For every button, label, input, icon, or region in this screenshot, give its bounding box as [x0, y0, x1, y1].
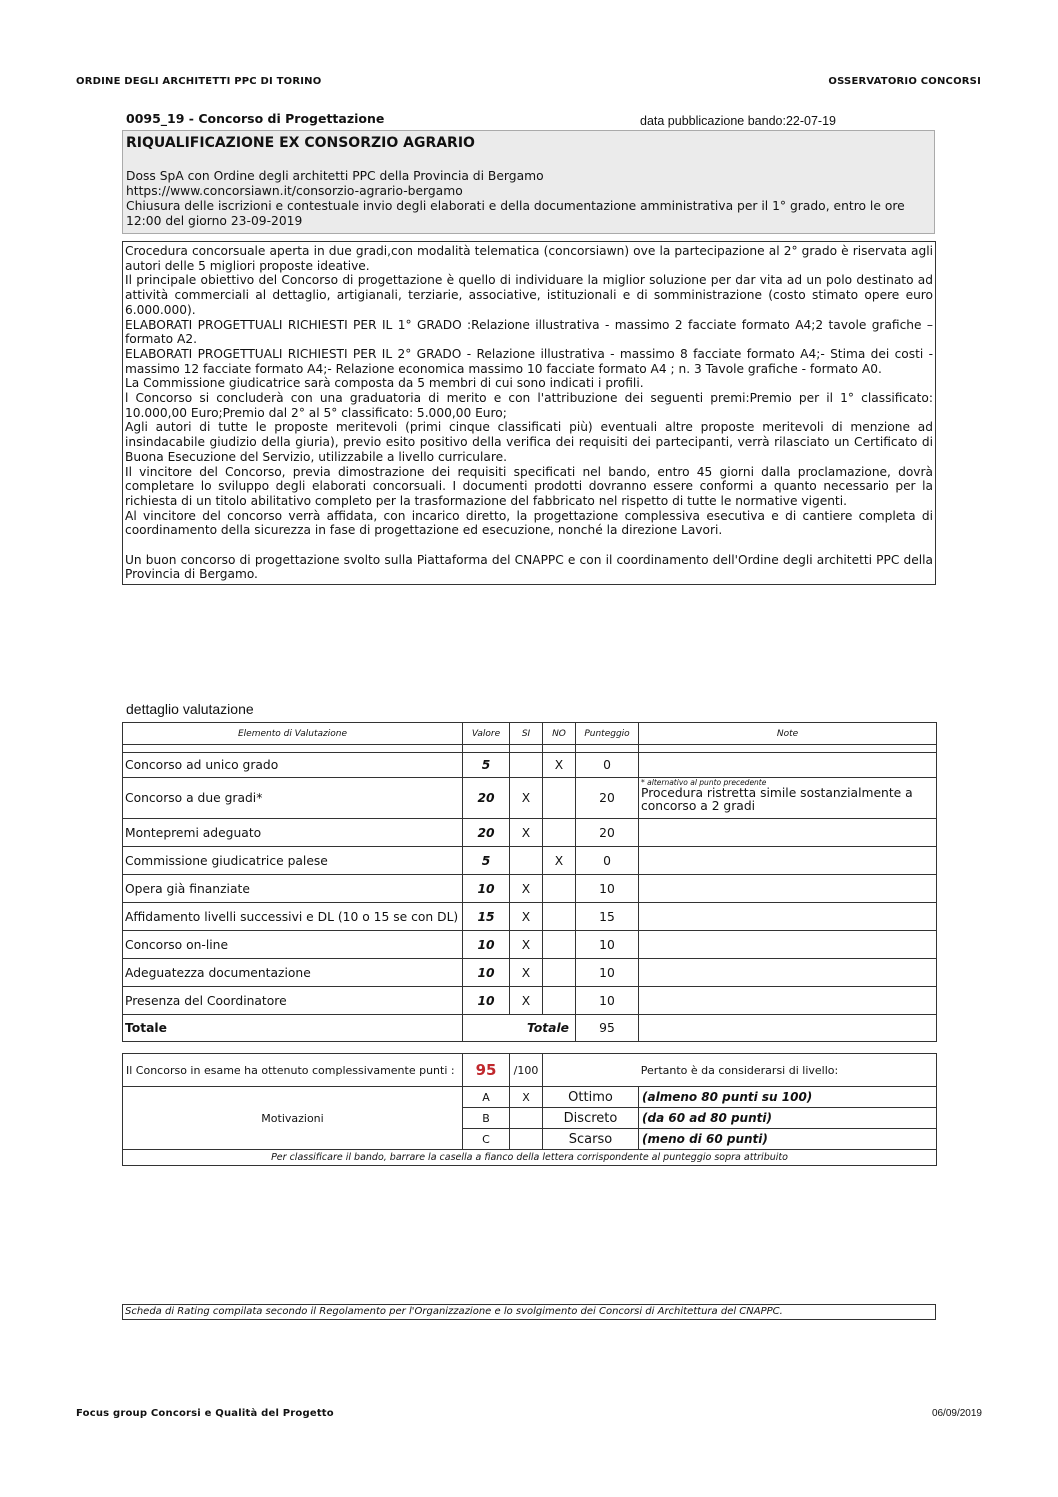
competition-code: 0095_19 - Concorso di Progettazione	[126, 111, 385, 126]
evaluation-value: 10	[463, 959, 510, 987]
table-row	[123, 987, 937, 1015]
summary-level-text: Pertanto è da considerarsi di livello:	[543, 1054, 937, 1087]
website-link[interactable]: https://www.concorsiawn.it/consorzio-agrario-bergamo	[126, 184, 463, 198]
total-row	[123, 1015, 937, 1042]
evaluation-si-mark[interactable]: X	[510, 931, 543, 959]
header-value: Valore	[463, 723, 510, 745]
evaluation-no-mark[interactable]: X	[543, 847, 576, 875]
instruction-row	[123, 1150, 937, 1166]
level-range: (da 60 ad 80 punti)	[639, 1108, 937, 1129]
header-notes: Note	[639, 723, 937, 745]
evaluation-score: 0	[576, 753, 639, 778]
spacer-row	[123, 745, 937, 753]
table-row	[123, 875, 937, 903]
evaluation-note	[639, 875, 937, 903]
description-paragraph: Un buon concorso di progettazione svolto sulla Piattaforma del CNAPPC e con il coordinamento dell'Ordine degli architetti PPC della Provincia di Bergamo.	[125, 552, 933, 582]
instruction-text: Per classificare il bando, barrare la casella a fianco della lettera corrispondente al punteggio sopra attribuito	[123, 1150, 937, 1166]
evaluation-element-name: Concorso ad unico grado	[123, 753, 463, 778]
evaluation-note	[639, 903, 937, 931]
evaluation-note	[639, 847, 937, 875]
deadline-line: Chiusura delle iscrizioni e contestuale invio degli elaborati e della documentazione amministrativa per il 1° grado, entro le ore	[126, 199, 905, 213]
table-row	[123, 778, 937, 819]
evaluation-note	[639, 987, 937, 1015]
evaluation-si-mark[interactable]	[510, 753, 543, 778]
evaluation-value: 5	[463, 753, 510, 778]
evaluation-no-mark[interactable]: X	[543, 753, 576, 778]
evaluation-element-name: Presenza del Coordinatore	[123, 987, 463, 1015]
level-letter: A	[463, 1087, 510, 1108]
table-row	[123, 931, 937, 959]
evaluation-si-mark[interactable]: X	[510, 778, 543, 819]
evaluation-element-name: Opera già finanziate	[123, 875, 463, 903]
description-paragraph: Il principale obiettivo del Concorso di progettazione è quello di individuare la miglior soluzione per dar vita ad un polo destinato ad attività commerciali al dettaglio, artigianali, terziarie, associative, istituzionali e di somministrazione (costo stimato opere euro 6.000.000).	[125, 273, 933, 317]
evaluation-value: 20	[463, 819, 510, 847]
evaluation-score: 10	[576, 987, 639, 1015]
footer-date: 06/09/2019	[931, 1408, 982, 1419]
header-observatory: OSSERVATORIO CONCORSI	[828, 76, 981, 87]
evaluation-score: 10	[576, 875, 639, 903]
description-paragraph: ELABORATI PROGETTUALI RICHIESTI PER IL 2° GRADO - Relazione illustrativa - massimo 8 facciate formato A4;- Stima dei costi - massimo 12 facciate formato A4;- Relazione economica massimo 10 facciate formato A4 ; n. 3 Tavole grafiche - formato A0.	[125, 346, 933, 376]
evaluation-no-mark[interactable]	[543, 819, 576, 847]
summary-row	[123, 1054, 937, 1087]
evaluation-score: 20	[576, 819, 639, 847]
motivazioni-label: Motivazioni	[123, 1087, 463, 1150]
evaluation-value: 10	[463, 987, 510, 1015]
evaluation-si-mark[interactable]: X	[510, 959, 543, 987]
evaluation-value: 5	[463, 847, 510, 875]
level-label: Scarso	[543, 1129, 639, 1150]
level-checkbox[interactable]	[510, 1129, 543, 1150]
evaluation-no-mark[interactable]	[543, 875, 576, 903]
table-row	[123, 753, 937, 778]
description-paragraph: Al vincitore del concorso verrà affidata, con incarico diretto, la progettazione complessiva esecutiva e di cantiere completa di coordinamento della sicurezza in fase di progettazione ed esecuzione, nonché la direzione Lavori.	[125, 508, 933, 538]
evaluation-no-mark[interactable]	[543, 778, 576, 819]
evaluation-no-mark[interactable]	[543, 959, 576, 987]
evaluation-score: 0	[576, 847, 639, 875]
level-label: Ottimo	[543, 1087, 639, 1108]
evaluation-element-name: Commissione giudicatrice palese	[123, 847, 463, 875]
evaluation-value: 20	[463, 778, 510, 819]
level-checkbox[interactable]	[510, 1108, 543, 1129]
level-label: Discreto	[543, 1108, 639, 1129]
evaluation-note	[639, 959, 937, 987]
evaluation-si-mark[interactable]: X	[510, 819, 543, 847]
competition-info-box	[122, 130, 935, 234]
publication-date: data pubblicazione bando:22-07-19	[640, 114, 836, 128]
table-row	[123, 819, 937, 847]
evaluation-value: 10	[463, 931, 510, 959]
level-row-a	[123, 1087, 937, 1108]
evaluation-value: 15	[463, 903, 510, 931]
description-box	[122, 241, 936, 585]
total-label: Totale	[123, 1015, 463, 1042]
evaluation-element-name: Adeguatezza documentazione	[123, 959, 463, 987]
header-organization: ORDINE DEGLI ARCHITETTI PPC DI TORINO	[76, 76, 322, 87]
evaluation-si-mark[interactable]: X	[510, 903, 543, 931]
table-row	[123, 847, 937, 875]
evaluation-header-row	[123, 723, 937, 745]
description-paragraph: Crocedura concorsuale aperta in due gradi,con modalità telematica (concorsiawn) ove la partecipazione al 2° grado è riservata agli autori delle 5 migliori proposte ideative.	[125, 244, 933, 273]
table-row	[123, 903, 937, 931]
competition-details	[126, 169, 926, 229]
summary-text: Il Concorso in esame ha ottenuto complessivamente punti :	[123, 1054, 463, 1087]
deadline-time-line: 12:00 del giorno 23-09-2019	[126, 214, 303, 228]
header-score: Punteggio	[576, 723, 639, 745]
level-letter: B	[463, 1108, 510, 1129]
evaluation-si-mark[interactable]	[510, 847, 543, 875]
total-label-italic: Totale	[463, 1015, 576, 1042]
evaluation-no-mark[interactable]	[543, 931, 576, 959]
evaluation-score: 10	[576, 931, 639, 959]
evaluation-note	[639, 753, 937, 778]
header-si: SI	[510, 723, 543, 745]
evaluation-element-name: Concorso on-line	[123, 931, 463, 959]
evaluation-element-name: Affidamento livelli successivi e DL (10 o 15 se con DL)	[123, 903, 463, 931]
level-checkbox[interactable]: X	[510, 1087, 543, 1108]
evaluation-note	[639, 819, 937, 847]
summary-out-of: /100	[510, 1054, 543, 1087]
evaluation-element-name: Concorso a due gradi*	[123, 778, 463, 819]
evaluation-no-mark[interactable]	[543, 987, 576, 1015]
evaluation-note	[639, 931, 937, 959]
header-no: NO	[543, 723, 576, 745]
organizer-line: Doss SpA con Ordine degli architetti PPC della Provincia di Bergamo	[126, 169, 544, 183]
evaluation-note	[639, 778, 937, 819]
evaluation-si-mark[interactable]: X	[510, 987, 543, 1015]
level-range: (meno di 60 punti)	[639, 1129, 937, 1150]
footer-focus-group: Focus group Concorsi e Qualità del Progetto	[76, 1408, 334, 1419]
description-paragraph: ELABORATI PROGETTUALI RICHIESTI PER IL 1° GRADO :Relazione illustrativa - massimo 2 facciate formato A4;2 tavole grafiche – formato A2.	[125, 317, 933, 347]
evaluation-value: 10	[463, 875, 510, 903]
evaluation-no-mark[interactable]	[543, 903, 576, 931]
description-paragraph: Il vincitore del Concorso, previa dimostrazione dei requisiti specificati nel bando, entro 45 giorni dalla proclamazione, dovrà completare lo sviluppo degli elaborati concorsuali. I documenti prodotti dovranno essere conformi a quanto necessario per la richiesta di un titolo abilitativo completo per la trasformazione del fabbricato nel rispetto di tutte le normative vigenti.	[125, 464, 933, 508]
score-summary-table	[122, 1053, 937, 1166]
evaluation-score: 20	[576, 778, 639, 819]
evaluation-table	[122, 722, 937, 1042]
description-paragraph: Agli autori di tutte le proposte meritevoli (primi cinque classificati più) eventuali altre proposte meritevoli di menzione ad insindacabile giudizio della giuria), previo esito positivo della verifica dei requisiti dei partecipanti, verrà rilasciato un Certificato di Buona Esecuzione del Servizio, utilizzabile a livello curriculare.	[125, 420, 933, 464]
evaluation-score: 15	[576, 903, 639, 931]
note-text: Procedura ristretta simile sostanzialmente a concorso a 2 gradi	[641, 786, 913, 813]
level-range: (almeno 80 punti su 100)	[639, 1087, 937, 1108]
evaluation-si-mark[interactable]: X	[510, 875, 543, 903]
note-caption: * alternativo al punto precedente	[641, 778, 767, 787]
evaluation-section-title: dettaglio valutazione	[126, 701, 254, 717]
level-letter: C	[463, 1129, 510, 1150]
evaluation-element-name: Montepremi adeguato	[123, 819, 463, 847]
summary-points: 95	[463, 1054, 510, 1087]
description-paragraph: La Commissione giudicatrice sarà composta da 5 membri di cui sono indicati i profili.	[125, 376, 644, 391]
rating-footnote: Scheda di Rating compilata secondo il Regolamento per l'Organizzazione e lo svolgimento dei Concorsi di Architettura del CNAPPC.	[122, 1304, 936, 1320]
evaluation-score: 10	[576, 959, 639, 987]
competition-title: RIQUALIFICAZIONE EX CONSORZIO AGRARIO	[126, 135, 475, 151]
table-row	[123, 959, 937, 987]
total-score: 95	[576, 1015, 639, 1042]
description-paragraph: l Concorso si concluderà con una graduatoria di merito e con l'attribuzione dei seguenti premi:Premio per il 1° classificato: 10.000,00 Euro;Premio dal 2° al 5° classificato: 5.000,00 Euro;	[125, 391, 933, 420]
header-element: Elemento di Valutazione	[123, 723, 463, 745]
